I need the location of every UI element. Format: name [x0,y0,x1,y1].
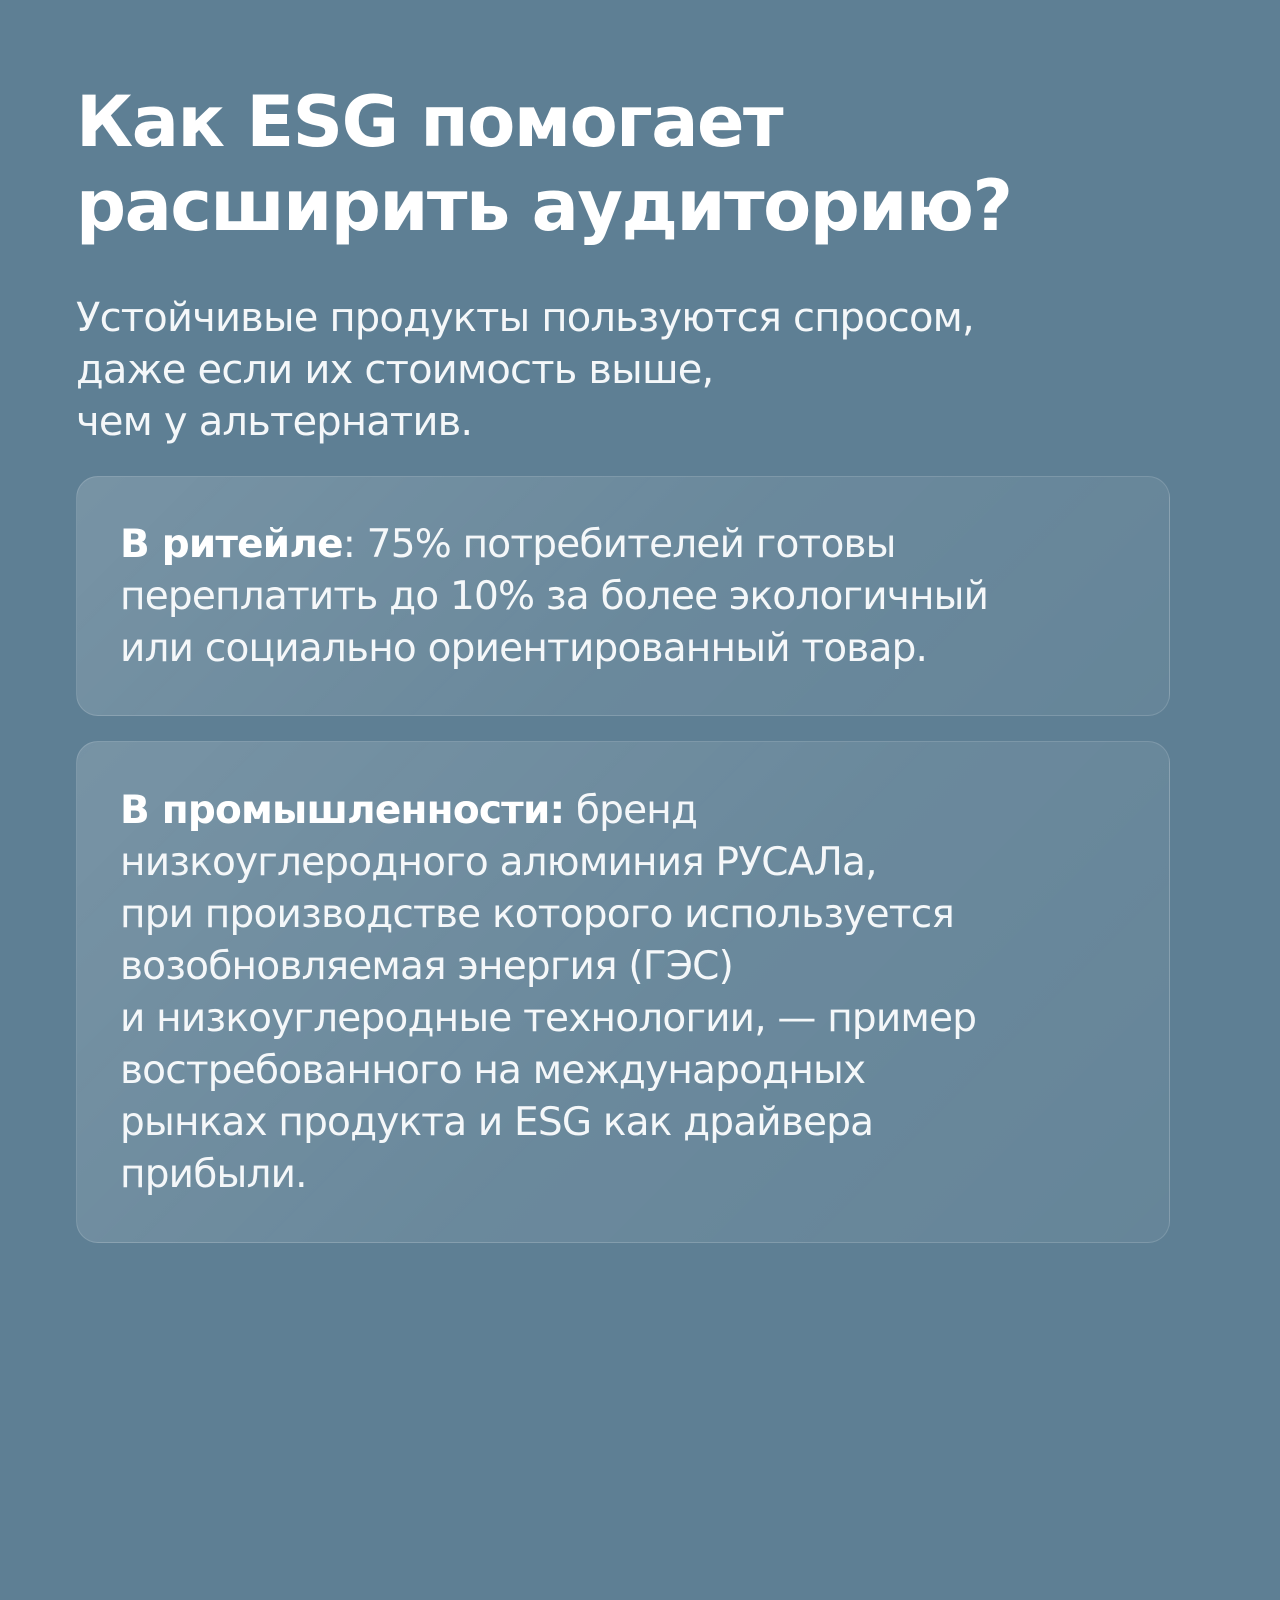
page-subtitle: Устойчивые продукты пользуются спросом, даже если их стоимость выше, чем у альтернатив. [76,295,974,445]
retail-card-body: : 75% потребителей готовы переплатить до 10% за более экологичный или социально ориентированный товар. [120,522,989,671]
page-title: Как ESG помогает расширить аудиторию? [76,81,1012,247]
retail-card-heading: В ритейле [120,522,343,567]
industry-card-heading: В промышленности: [120,788,565,833]
retail-card-text [120,477,1129,675]
industry-card-text [120,742,1129,1201]
retail-info-card [76,476,1170,716]
industry-card-body: бренд низкоуглеродного алюминия РУСАЛа, при производстве которого используется возобновляемая энергия (ГЭС) и низкоуглеродные технологии, — пример востребованного на международных рынках продукта и ESG как драйвера прибыли. [120,788,977,1197]
industry-info-card [76,741,1170,1243]
